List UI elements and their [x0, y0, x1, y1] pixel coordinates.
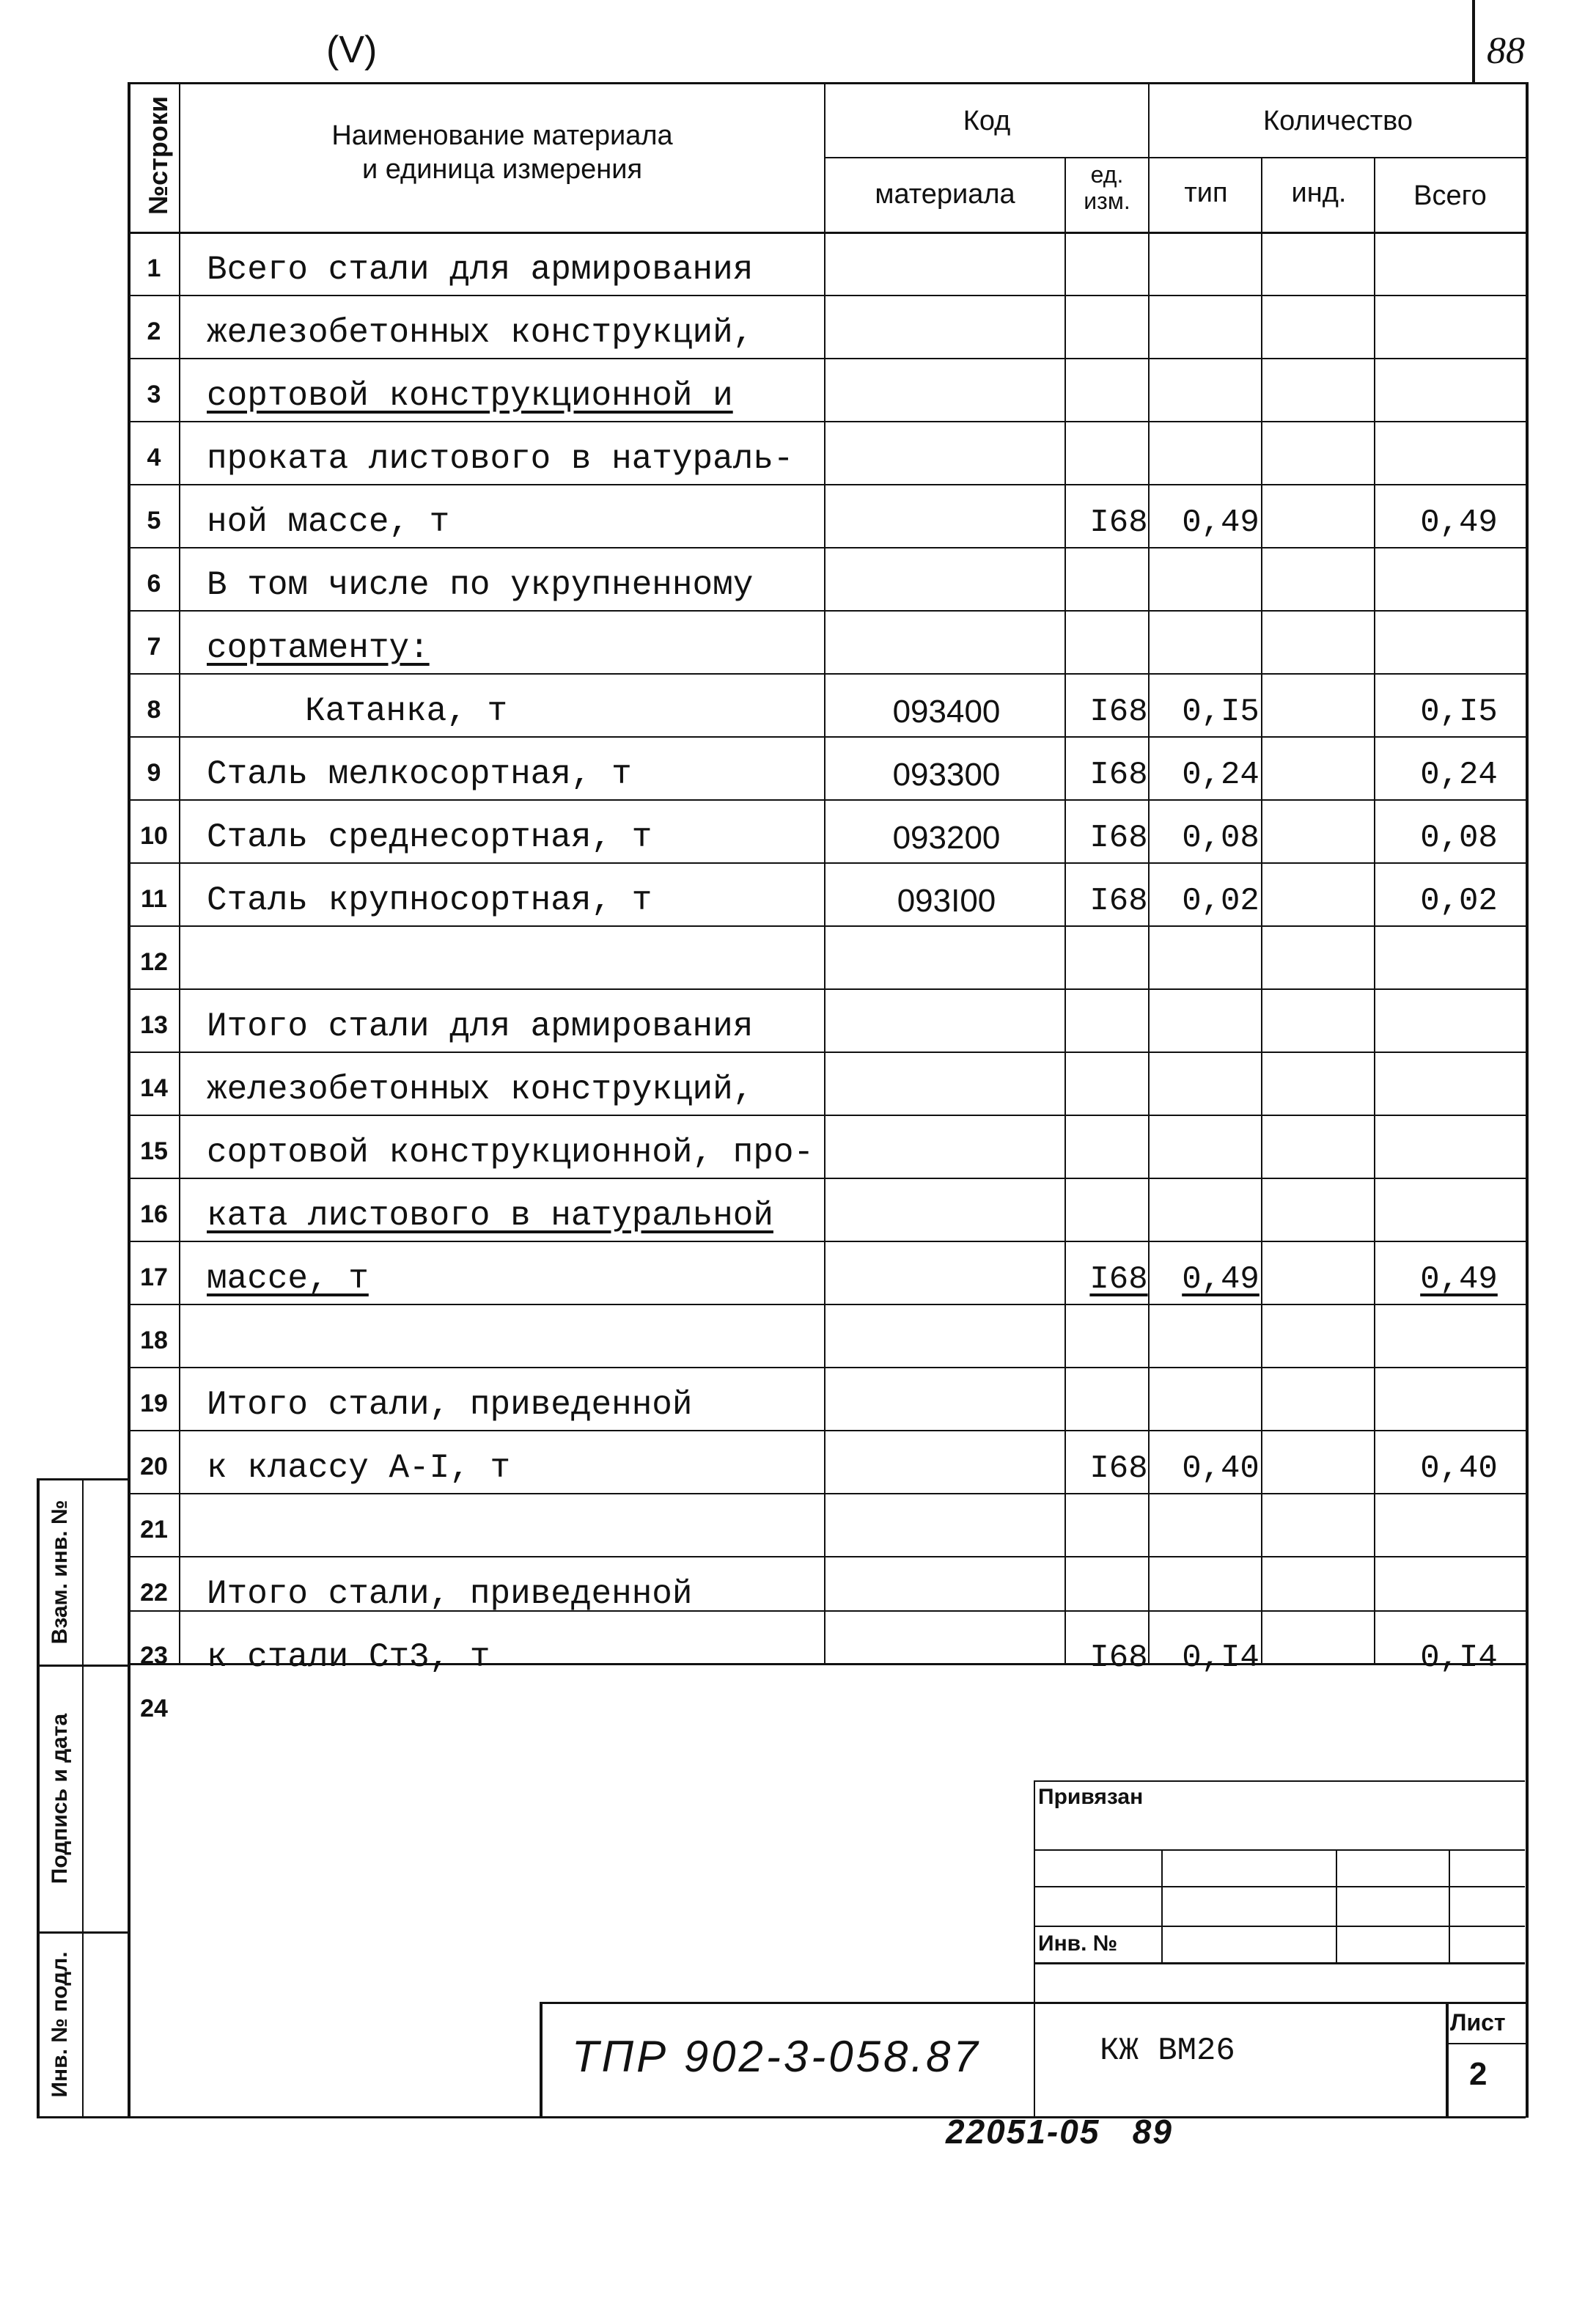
table-row [129, 422, 1526, 485]
unit-code: I68 [1089, 757, 1148, 793]
signature-date-text: Подпись и дата [48, 1713, 72, 1885]
material-name: массе, т [207, 1260, 369, 1298]
side-strip-inner-line [82, 1478, 84, 2118]
material-code: 093300 [892, 757, 1001, 793]
qty-total: 0,I4 [1420, 1640, 1498, 1676]
row-number-header [136, 82, 180, 229]
material-name: Итого стали, приведенной [207, 1575, 693, 1613]
row-number: 16 [140, 1200, 168, 1228]
row-number: 6 [147, 570, 161, 598]
document-mark: КЖ ВМ26 [1100, 2033, 1235, 2069]
sheet-label: Лист [1450, 2009, 1506, 2036]
table-row [129, 990, 1526, 1053]
unit-code: I68 [1089, 820, 1148, 856]
material-name: Итого стали для армирования [207, 1008, 754, 1046]
table-row [129, 927, 1526, 990]
side-strip-bottom [37, 2116, 129, 2118]
material-code: 093200 [892, 820, 1001, 856]
material-name: к классу А-I, т [207, 1449, 511, 1487]
row-number: 15 [140, 1137, 168, 1165]
table-row [129, 1431, 1526, 1494]
sheet-cell-divider [1446, 2043, 1526, 2044]
material-name: железобетонных конструкций, [207, 1071, 754, 1109]
original-inventory-text: Инв. № подл. [48, 1951, 72, 2098]
archive-number: 22051-05 89 [946, 2113, 1173, 2151]
table-row [129, 1305, 1526, 1368]
unit-code: I68 [1089, 1261, 1148, 1298]
stamp-col-line [1449, 1849, 1450, 1964]
table-row [129, 1494, 1526, 1557]
unit-code: I68 [1089, 883, 1148, 920]
qty-total: 0,40 [1420, 1450, 1498, 1487]
material-table-body [129, 233, 1526, 1736]
row-number: 8 [147, 696, 161, 724]
row-number: 9 [147, 759, 161, 787]
material-name: сортовой конструкционной и [207, 377, 733, 415]
table-row [129, 612, 1526, 675]
qty-total: 0,24 [1420, 757, 1498, 793]
row-number: 18 [140, 1326, 168, 1354]
qty-typ: 0,40 [1182, 1450, 1259, 1487]
sheet-cell-left [1446, 2002, 1449, 2118]
material-name: Итого стали, приведенной [207, 1386, 693, 1424]
stamp-col-line [1336, 1849, 1337, 1964]
table-row [129, 1621, 1526, 1684]
header-mid-line [824, 157, 1526, 158]
row-number: 1 [147, 254, 161, 282]
qty-total: 0,I5 [1420, 694, 1498, 730]
material-code: 093400 [892, 694, 1001, 730]
unit-code: I68 [1089, 694, 1148, 730]
table-row [129, 359, 1526, 422]
material-name: сортаменту: [207, 629, 430, 667]
frame-right-line [1526, 82, 1529, 2118]
table-row [129, 1684, 1526, 1736]
code-unit-header [1067, 161, 1147, 214]
stamp-line [1034, 1926, 1525, 1927]
document-code: ТПР 902-3-058.87 [572, 2032, 981, 2081]
stamp-left-line [1034, 1780, 1035, 2118]
table-row [129, 233, 1526, 296]
row-number: 24 [140, 1695, 168, 1722]
table-row [129, 1368, 1526, 1431]
row-number: 11 [141, 885, 167, 913]
frame-bottom-line [129, 2116, 1526, 2118]
table-row [129, 864, 1526, 927]
stamp-col-line [1161, 1849, 1163, 1964]
original-inventory-label [38, 1933, 82, 2116]
material-name: сортовой конструкционной, про- [207, 1134, 814, 1172]
sheet-number: 2 [1469, 2056, 1487, 2092]
table-row [129, 1053, 1526, 1116]
table-row [129, 548, 1526, 612]
material-name: ката листового в натуральной [207, 1197, 773, 1235]
table-row [129, 801, 1526, 864]
material-name: железобетонных конструкций, [207, 314, 754, 352]
qty-total: 0,02 [1420, 883, 1498, 920]
code-unit-header-line2: изм. [1084, 188, 1130, 214]
qty-total: 0,49 [1420, 504, 1498, 541]
row-number: 21 [140, 1516, 168, 1544]
title-block-left [540, 2002, 543, 2118]
stamp-line [1034, 1962, 1525, 1964]
name-header-line1: Наименование материала [331, 120, 673, 151]
row-number: 3 [147, 381, 161, 408]
document-variant-mark: (V) [326, 29, 378, 71]
material-name: ной массе, т [207, 503, 450, 541]
qty-total-header: Всего [1413, 180, 1487, 211]
row-number: 14 [140, 1074, 168, 1102]
row-number-header-text: №строки [143, 96, 173, 215]
name-header-line2: и единица измерения [361, 154, 643, 185]
qty-typ-header: тип [1184, 177, 1228, 208]
qty-typ: 0,I5 [1182, 694, 1259, 730]
row-number: 20 [140, 1453, 168, 1480]
row-number: 23 [140, 1642, 168, 1670]
material-name: Сталь мелкосортная, т [207, 755, 632, 793]
qty-typ: 0,08 [1182, 820, 1259, 856]
row-number: 12 [140, 948, 168, 976]
material-name: В том числе по укрупненному [207, 566, 754, 604]
code-material-header: материала [875, 179, 1015, 210]
title-block-top [540, 2002, 1526, 2004]
qty-total: 0,49 [1420, 1261, 1498, 1298]
table-row [129, 485, 1526, 548]
stamp-line [1034, 1849, 1525, 1851]
material-code: 093I00 [897, 883, 996, 919]
page-number-divider [1472, 0, 1475, 82]
table-top-border [129, 82, 1526, 84]
code-unit-header-line1: ед. [1090, 161, 1124, 188]
table-row [129, 1116, 1526, 1179]
table-row [129, 1242, 1526, 1305]
qty-ind-header: инд. [1291, 177, 1347, 208]
table-row [129, 1557, 1526, 1621]
bound-to-label: Привязан [1038, 1785, 1144, 1809]
unit-code: I68 [1089, 504, 1148, 541]
row-number: 19 [140, 1390, 168, 1417]
table-row [129, 675, 1526, 738]
unit-code: I68 [1089, 1640, 1148, 1676]
row-number: 22 [140, 1579, 168, 1607]
table-row [129, 738, 1526, 801]
material-name: Катанка, т [305, 692, 508, 730]
table-row [129, 296, 1526, 359]
row-number: 13 [140, 1011, 168, 1039]
row-number: 17 [140, 1263, 168, 1291]
material-name: Всего стали для армирования [207, 251, 754, 289]
inventory-no-label: Инв. № [1038, 1931, 1118, 1956]
table-row [129, 1179, 1526, 1242]
qty-typ: 0,I4 [1182, 1640, 1259, 1676]
row-number: 4 [147, 444, 161, 471]
replacement-inventory-label [38, 1480, 82, 1665]
qty-typ: 0,49 [1182, 504, 1259, 541]
qty-typ: 0,02 [1182, 883, 1259, 920]
row-number: 7 [147, 633, 161, 661]
material-name: Сталь среднесортная, т [207, 818, 652, 856]
material-name: Сталь крупносортная, т [207, 881, 652, 920]
material-name: проката листового в натураль- [207, 440, 794, 478]
page-number: 88 [1487, 30, 1525, 72]
row-number: 5 [147, 507, 161, 535]
stamp-line [1034, 1886, 1525, 1887]
replacement-inventory-text: Взам. инв. № [48, 1500, 72, 1645]
qty-typ: 0,49 [1182, 1261, 1259, 1298]
row-number: 10 [140, 822, 168, 850]
qty-typ: 0,24 [1182, 757, 1259, 793]
stamp-line [1034, 1780, 1525, 1782]
unit-code: I68 [1089, 1450, 1148, 1487]
name-header [183, 119, 821, 186]
code-header: Код [963, 106, 1011, 136]
material-name: к стали Ст3, т [207, 1638, 490, 1676]
qty-total: 0,08 [1420, 820, 1498, 856]
signature-date-label [38, 1666, 82, 1931]
row-number: 2 [147, 318, 161, 345]
quantity-header: Количество [1262, 106, 1413, 136]
